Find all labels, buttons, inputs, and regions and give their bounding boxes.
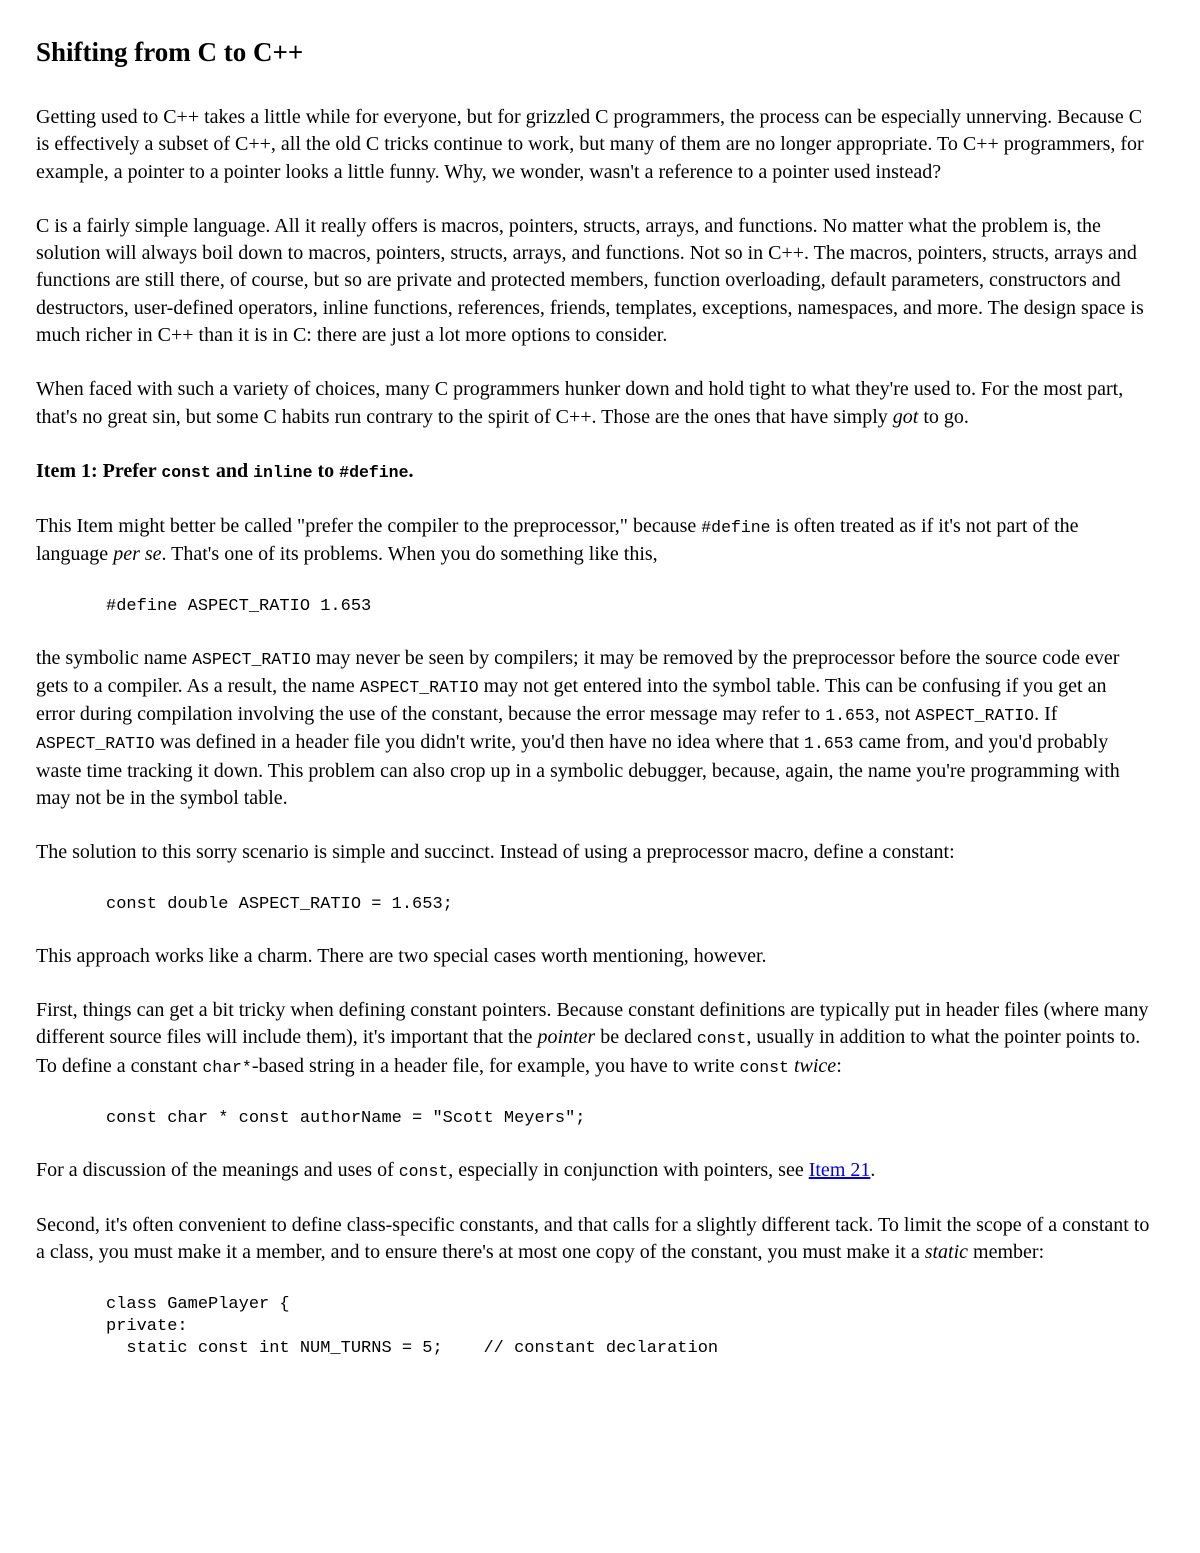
page-title: Shifting from C to C++ [36,37,304,67]
item-21-link[interactable]: Item 21 [808,1158,871,1181]
item-paragraph-2: the symbolic name ASPECT_RATIO may never be seen by compilers; it may be removed by the preprocessor before the source code ever gets to a compiler. As a result, the name ASPECT_RATIO may not get entered into the symbol table. This can be confusing if you get an error during compilation involving the use of the constant, because the error message may refer to 1.653, not ASPECT_RATIO. If ASPECT_RATIO was defined in a header file you didn't write, you'd then have no idea where that 1.653 came from, and you'd probably waste time tracking it down. This problem can also crop up in a symbolic debugger, because, again, the name you're programming with may not be in the symbol table. [36,646,1120,810]
item-paragraph-4: This approach works like a charm. There are two special cases worth mentioning, however. [36,944,767,967]
intro-paragraph-2: C is a fairly simple language. All it really offers is macros, pointers, structs, arrays, and functions. No matter what the problem is, the solution will always boil down to macros, pointers, structs, arrays, and functions. Not so in C++. The macros, pointers, structs, arrays and functions are still there, of course, but so are private and protected members, function overloading, default parameters, constructors and destructors, user-defined operators, inline functions, references, friends, templates, exceptions, namespaces, and more. The design space is much richer in C++ than it is in C: there are just a lot more options to consider. [36,214,1144,347]
code-line: private: [106,1316,188,1336]
code-line: static const int NUM_TURNS = 5; // constant declaration [106,1338,719,1358]
item-paragraph-7: Second, it's often convenient to define class-specific constants, and that calls for a slightly different tack. To limit the scope of a constant to a class, you must make it a member, and to ensure there's at most one copy of the constant, you must make it a static member: [36,1214,1150,1264]
code-block-author-name: const char * const authorName = "Scott Meyers"; [106,1108,586,1128]
item-paragraph-1: This Item might better be called "prefer the compiler to the preprocessor," because #define is often treated as if it's not part of the language per se. That's one of its problems. When you do something like this, [36,514,1079,566]
item-heading: Item 1: Prefer const and inline to #define. [36,459,414,482]
code-line: class GamePlayer { [106,1294,290,1314]
code-block-gameplayer [36,1294,1150,1360]
item-paragraph-5: First, things can get a bit tricky when defining constant pointers. Because constant definitions are typically put in header files (where many different source files will include them), it's important that the pointer be declared const, usually in addition to what the pointer points to. To define a constant char*-based string in a header file, for example, you have to write const twice: [36,998,1149,1077]
intro-paragraph-1: Getting used to C++ takes a little while for everyone, but for grizzled C programmers, the process can be especially unnerving. Because C is effectively a subset of C++, all the old C tricks continue to work, but many of them are no longer appropriate. To C++ programmers, for example, a pointer to a pointer looks a little funny. Why, we wonder, wasn't a reference to a pointer used instead? [36,106,1144,183]
intro-paragraph-3: When faced with such a variety of choices, many C programmers hunker down and hold tight to what they're used to. For the most part, that's no great sin, but some C habits run contrary to the spirit of C++. Those are the ones that have simply got to go. [36,378,1124,428]
item-paragraph-3: The solution to this sorry scenario is simple and succinct. Instead of using a preprocessor macro, define a constant: [36,841,955,864]
code-block-const-double: const double ASPECT_RATIO = 1.653; [106,894,453,914]
code-block-define: #define ASPECT_RATIO 1.653 [106,596,372,616]
item-paragraph-6: For a discussion of the meanings and uses of const, especially in conjunction with pointers, see Item 21. [36,1158,876,1181]
